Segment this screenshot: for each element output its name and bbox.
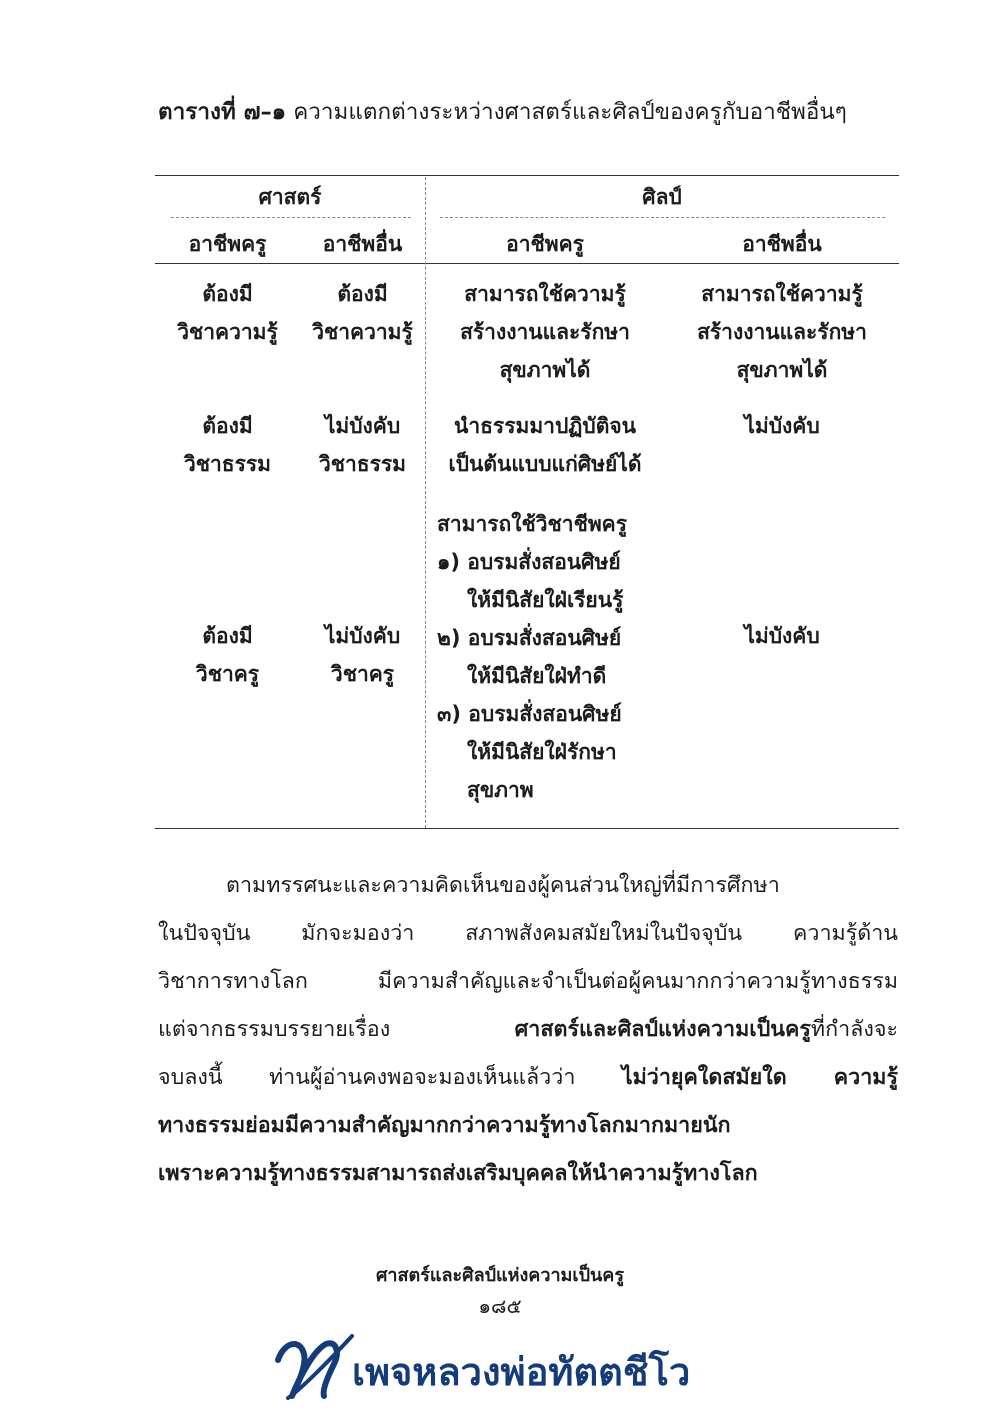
cell-line: ไม่บังคับ <box>324 624 401 648</box>
column-header-science-teacher: อาชีพครู <box>188 232 267 256</box>
table-caption <box>158 92 918 132</box>
cell-line: วิชาความรู้ <box>177 320 278 344</box>
column-header-art-other: อาชีพอื่น <box>742 232 822 256</box>
page-number: ๑๘๕ <box>478 1294 522 1318</box>
footer-book-title: ศาสตร์และศิลป์แห่งความเป็นครู <box>375 1265 625 1286</box>
cell-line: วิชาครู <box>330 662 395 686</box>
text-segment: จบลงนี้ ท่านผู้อ่านคงพอจะมองเห็นแล้วว่า <box>158 1065 622 1090</box>
cell-line: สุขภาพ <box>467 778 534 802</box>
cell-line: ๑) อบรมสั่งสอนศิษย์ <box>437 550 621 574</box>
brand-logo <box>270 1330 750 1410</box>
cell-line: วิชาธรรม <box>318 452 407 476</box>
cell-line: สร้างงานและรักษา <box>460 320 630 344</box>
cell-line: วิชาความรู้ <box>312 320 413 344</box>
paragraph-line: วิชาการทางโลก มีความสำคัญและจำเป็นต่อผู้คนมากกว่าความรู้ทางธรรม <box>158 969 898 994</box>
cell-line: สามารถใช้ความรู้ <box>701 282 863 306</box>
table-cell <box>300 275 425 351</box>
table-caption-text: ความแตกต่างระหว่างศาสตร์และศิลป์ของครูกับอาชีพอื่นๆ <box>286 99 847 125</box>
bold-segment: ทางธรรมย่อมมีความสำคัญมากกว่าความรู้ทางโลกมากมายนัก <box>158 1113 731 1138</box>
cell-line: ต้องมี <box>337 282 388 306</box>
table-bottom-rule <box>155 828 899 829</box>
table-cell <box>300 407 425 483</box>
group-header-art: ศิลป์ <box>642 185 682 209</box>
table-cell <box>437 505 665 809</box>
paragraph-line <box>158 1150 898 1198</box>
cell-line: ๓) อบรมสั่งสอนศิษย์ <box>437 702 622 726</box>
cell-line: สุขภาพได้ <box>736 358 828 382</box>
paragraph-line <box>158 1054 898 1102</box>
paragraph-line: ในปัจจุบัน มักจะมองว่า สภาพสังคมสมัยใหม่ในปัจจุบัน ความรู้ด้าน <box>158 921 898 946</box>
table-cell <box>665 617 899 655</box>
paragraph-line <box>158 1102 898 1150</box>
table-cell <box>155 275 300 351</box>
cell-line: ให้มีนิสัยใฝ่ทำดี <box>467 664 607 688</box>
cell-line: สร้างงานและรักษา <box>697 320 867 344</box>
cell-line: ต้องมี <box>202 282 253 306</box>
cell-line: ต้องมี <box>202 624 253 648</box>
cell-line: เป็นต้นแบบแก่ศิษย์ได้ <box>448 452 642 476</box>
ta-script-logo-icon <box>270 1330 360 1410</box>
text-segment: แต่จากธรรมบรรยายเรื่อง <box>158 1017 515 1042</box>
cell-line: สุขภาพได้ <box>499 358 591 382</box>
cell-line: สามารถใช้ความรู้ <box>464 282 626 306</box>
cell-line: วิชาธรรม <box>183 452 272 476</box>
body-paragraph <box>158 862 898 1198</box>
paragraph-line: ตามทรรศนะและความคิดเห็นของผู้คนส่วนใหญ่ที่มีการศึกษา <box>226 873 780 898</box>
brand-name: เพจหลวงพ่อทัตตชีโว <box>352 1350 691 1394</box>
column-header-art-teacher: อาชีพครู <box>506 232 584 256</box>
science-group-divider <box>171 217 411 218</box>
cell-line: ไม่บังคับ <box>324 414 401 438</box>
table-cell <box>665 407 899 445</box>
cell-line: ไม่บังคับ <box>744 624 820 648</box>
text-segment: ที่กำลังจะ <box>810 1017 898 1042</box>
table-cell <box>425 407 665 483</box>
cell-line: นำธรรมมาปฏิบัติจน <box>453 414 637 438</box>
comparison-table <box>155 175 899 830</box>
table-cell <box>155 407 300 483</box>
table-cell <box>425 275 665 389</box>
column-header-science-other: อาชีพอื่น <box>322 232 403 256</box>
cell-line: ให้มีนิสัยใฝ่เรียนรู้ <box>467 588 624 612</box>
cell-line: ต้องมี <box>202 414 253 438</box>
bold-segment: ศาสตร์และศิลป์แห่งความเป็นครู <box>514 1017 811 1042</box>
cell-line: ๒) อบรมสั่งสอนศิษย์ <box>437 626 622 650</box>
table-cell <box>300 617 425 693</box>
bold-segment: เพราะความรู้ทางธรรมสามารถส่งเสริมบุคคลให้นำความรู้ทางโลก <box>158 1161 758 1186</box>
table-caption-label: ตารางที่ ๗–๑ <box>158 99 287 125</box>
paragraph-line <box>158 1006 898 1054</box>
bold-segment: ไม่ว่ายุคใดสมัยใด ความรู้ <box>621 1065 898 1090</box>
cell-line: สามารถใช้วิชาชีพครู <box>437 512 628 536</box>
group-header-science: ศาสตร์ <box>258 185 322 209</box>
cell-line: วิชาครู <box>195 662 260 686</box>
art-group-divider <box>440 217 885 218</box>
table-cell <box>665 275 899 389</box>
cell-line: ให้มีนิสัยใฝ่รักษา <box>467 740 617 764</box>
cell-line: ไม่บังคับ <box>744 414 820 438</box>
table-top-rule <box>155 175 899 176</box>
table-cell <box>155 617 300 693</box>
table-header-rule <box>155 263 899 264</box>
